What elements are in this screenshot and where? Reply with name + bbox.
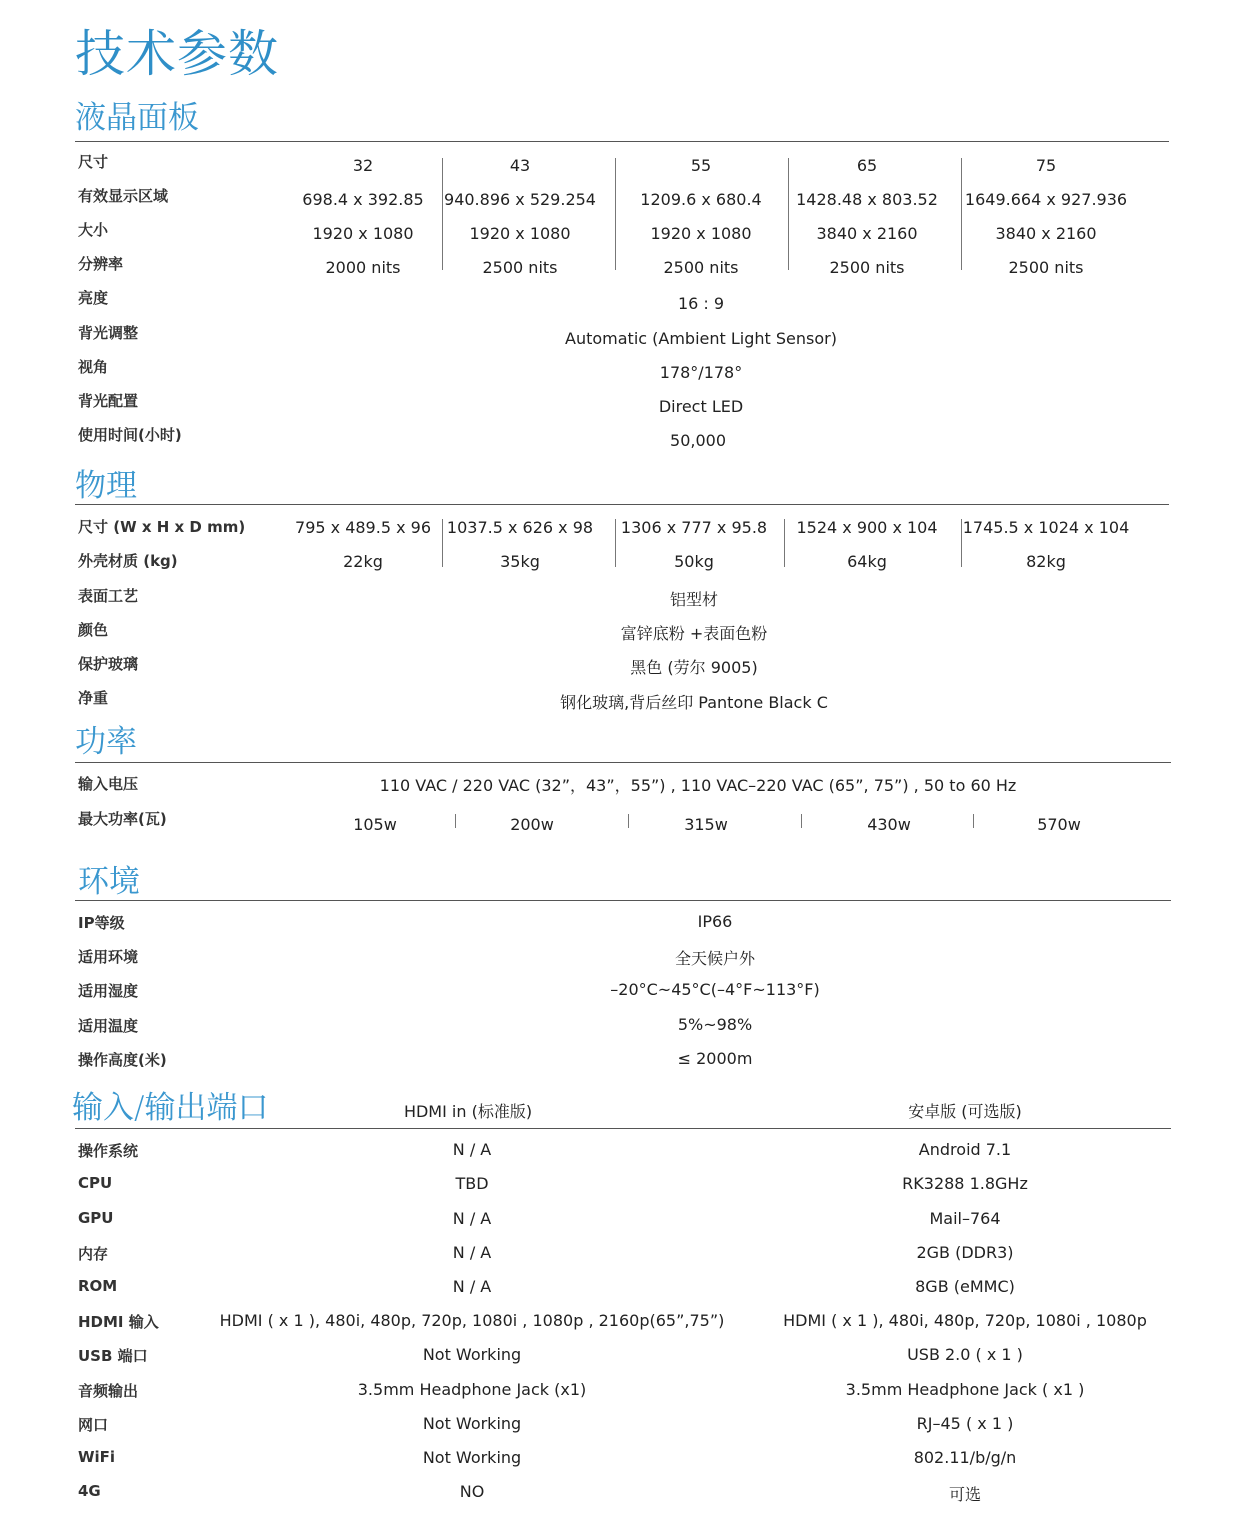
spec-value: 64kg	[847, 552, 887, 571]
spec-value-standard: N / A	[452, 1140, 492, 1159]
section-divider	[75, 141, 1169, 142]
section-heading-environment: 环境	[78, 864, 140, 900]
spec-label: CPU	[78, 1174, 113, 1192]
column-divider	[961, 158, 962, 270]
spec-value: 430w	[867, 815, 911, 834]
spec-label: 表面工艺	[78, 587, 139, 605]
spec-label: ROM	[78, 1277, 118, 1295]
spec-value-standard: Not Working	[422, 1448, 522, 1467]
spec-value-android: 3.5mm Headphone Jack ( x1 )	[845, 1380, 1085, 1399]
spec-label: 分辨率	[78, 255, 124, 273]
spec-value-shared: 178°/178°	[659, 363, 743, 382]
spec-value: 82kg	[1026, 552, 1066, 571]
spec-value: 32	[352, 156, 374, 175]
spec-label: 亮度	[78, 289, 109, 307]
section-heading-power: 功率	[75, 724, 137, 760]
spec-value: 200w	[510, 815, 554, 834]
column-divider	[784, 519, 785, 567]
spec-label: 尺寸	[78, 153, 109, 171]
spec-value-shared: IP66	[697, 912, 733, 931]
spec-value-shared: 110 VAC / 220 VAC (32”，43”，55”) , 110 VAC–220 VAC (65”, 75”) , 50 to 60 Hz	[379, 776, 1017, 795]
spec-value-shared: 50,000	[670, 431, 726, 450]
spec-value: 1745.5 x 1024 x 104	[962, 518, 1130, 537]
spec-value-android: 802.11/b/g/n	[913, 1448, 1017, 1467]
spec-value: 570w	[1037, 815, 1081, 834]
column-divider	[801, 814, 802, 828]
column-divider	[973, 814, 974, 828]
spec-value-standard: HDMI ( x 1 ), 480i, 480p, 720p, 1080i , 1080p , 2160p(65”,75”)	[219, 1311, 725, 1330]
spec-label: 视角	[78, 358, 109, 376]
spec-value-android: Android 7.1	[918, 1140, 1012, 1159]
spec-value: 3840 x 2160	[816, 224, 918, 243]
spec-label: 保护玻璃	[78, 655, 139, 673]
spec-label: 尺寸 (W x H x D mm)	[78, 518, 246, 536]
spec-value: 2500 nits	[482, 258, 558, 277]
spec-value: 1306 x 777 x 95.8	[620, 518, 768, 537]
spec-value-standard: NO	[459, 1482, 485, 1501]
spec-value-standard: TBD	[455, 1174, 489, 1193]
spec-value-shared: Direct LED	[658, 397, 744, 416]
spec-value: 3840 x 2160	[995, 224, 1097, 243]
column-divider	[961, 519, 962, 567]
column-divider	[442, 158, 443, 270]
column-header-android: 安卓版 (可选版)	[908, 1102, 1022, 1121]
spec-label: IP等级	[78, 914, 125, 932]
spec-value-shared: 全天候户外	[674, 949, 756, 968]
spec-label: 适用湿度	[78, 982, 139, 1000]
spec-value-android: HDMI ( x 1 ), 480i, 480p, 720p, 1080i , 1080p	[783, 1311, 1147, 1330]
section-divider	[75, 1128, 1171, 1129]
column-divider	[442, 519, 443, 567]
spec-value-android: USB 2.0 ( x 1 )	[907, 1345, 1023, 1364]
spec-value: 43	[509, 156, 531, 175]
spec-label: 输入电压	[78, 775, 139, 793]
spec-label: 内存	[78, 1245, 109, 1263]
spec-value: 698.4 x 392.85	[302, 190, 424, 209]
spec-value: 1649.664 x 927.936	[964, 190, 1128, 209]
spec-value-shared: 16 : 9	[677, 294, 725, 313]
column-header-standard: HDMI in (标准版)	[403, 1102, 533, 1121]
spec-value: 2500 nits	[663, 258, 739, 277]
spec-value: 35kg	[500, 552, 540, 571]
spec-value: 315w	[684, 815, 728, 834]
spec-label: 大小	[78, 221, 109, 239]
spec-label: 使用时间(小时)	[78, 426, 182, 444]
spec-value: 22kg	[343, 552, 383, 571]
page-title: 技术参数	[75, 25, 279, 83]
column-divider	[455, 814, 456, 828]
spec-value-shared: –20°C~45°C(–4°F~113°F)	[610, 980, 820, 999]
spec-label: GPU	[78, 1209, 114, 1227]
spec-value: 2500 nits	[829, 258, 905, 277]
section-divider	[75, 504, 1169, 505]
spec-value-android: 8GB (eMMC)	[915, 1277, 1015, 1296]
section-heading-io: 输入/输出端口	[72, 1090, 269, 1126]
column-divider	[788, 158, 789, 270]
spec-label: 最大功率(瓦)	[78, 810, 167, 828]
section-heading-physical: 物理	[75, 468, 137, 504]
section-divider	[75, 762, 1171, 763]
spec-value: 50kg	[674, 552, 714, 571]
spec-value: 795 x 489.5 x 96	[295, 518, 431, 537]
spec-value-standard: N / A	[452, 1277, 492, 1296]
spec-value-standard: N / A	[452, 1209, 492, 1228]
spec-value: 1920 x 1080	[650, 224, 752, 243]
spec-value: 1920 x 1080	[312, 224, 414, 243]
spec-value-android: 2GB (DDR3)	[916, 1243, 1014, 1262]
spec-value-android: Mail–764	[929, 1209, 1001, 1228]
spec-label: USB 端口	[78, 1347, 148, 1365]
spec-value: 1428.48 x 803.52	[796, 190, 938, 209]
section-divider	[75, 900, 1171, 901]
column-divider	[615, 158, 616, 270]
spec-value: 1037.5 x 626 x 98	[446, 518, 594, 537]
spec-value: 105w	[353, 815, 397, 834]
spec-value: 1524 x 900 x 104	[796, 518, 938, 537]
spec-label: WiFi	[78, 1448, 116, 1466]
spec-value: 1209.6 x 680.4	[640, 190, 762, 209]
spec-value-shared: Automatic (Ambient Light Sensor)	[565, 329, 837, 348]
spec-value-shared: 富锌底粉 +表面色粉	[620, 624, 768, 643]
spec-value: 1920 x 1080	[469, 224, 571, 243]
spec-label: 音频输出	[78, 1382, 139, 1400]
spec-value-standard: 3.5mm Headphone Jack (x1)	[357, 1380, 587, 1399]
spec-value-android: RK3288 1.8GHz	[902, 1174, 1028, 1193]
spec-value-android: RJ–45 ( x 1 )	[916, 1414, 1014, 1433]
spec-label: 净重	[78, 689, 109, 707]
spec-value: 65	[856, 156, 878, 175]
spec-label: HDMI 输入	[78, 1313, 159, 1331]
spec-label: 外壳材质 (kg)	[78, 552, 178, 570]
column-divider	[615, 519, 616, 567]
spec-label: 4G	[78, 1482, 101, 1500]
spec-label: 背光调整	[78, 324, 139, 342]
spec-value: 2500 nits	[1008, 258, 1084, 277]
spec-label: 有效显示区域	[78, 187, 169, 205]
spec-label: 适用环境	[78, 948, 139, 966]
spec-value-shared: 黑色 (劳尔 9005)	[630, 658, 758, 677]
spec-value: 2000 nits	[325, 258, 401, 277]
spec-value: 75	[1035, 156, 1057, 175]
spec-value: 940.896 x 529.254	[444, 190, 596, 209]
section-heading-lcd: 液晶面板	[75, 100, 199, 136]
spec-value-standard: Not Working	[422, 1345, 522, 1364]
spec-label: 操作高度(米)	[78, 1051, 167, 1069]
spec-value-shared: ≤ 2000m	[677, 1049, 753, 1068]
spec-value-shared: 铝型材	[669, 590, 719, 609]
spec-label: 适用温度	[78, 1017, 139, 1035]
spec-label: 网口	[78, 1416, 109, 1434]
spec-value-standard: N / A	[452, 1243, 492, 1262]
spec-value-shared: 5%~98%	[677, 1015, 753, 1034]
spec-value-android: 可选	[948, 1485, 982, 1504]
spec-value-standard: Not Working	[422, 1414, 522, 1433]
spec-label: 颜色	[78, 621, 109, 639]
spec-value: 55	[690, 156, 712, 175]
spec-value-shared: 钢化玻璃,背后丝印 Pantone Black C	[560, 693, 828, 712]
spec-label: 操作系统	[78, 1142, 139, 1160]
column-divider	[628, 814, 629, 828]
spec-label: 背光配置	[78, 392, 139, 410]
